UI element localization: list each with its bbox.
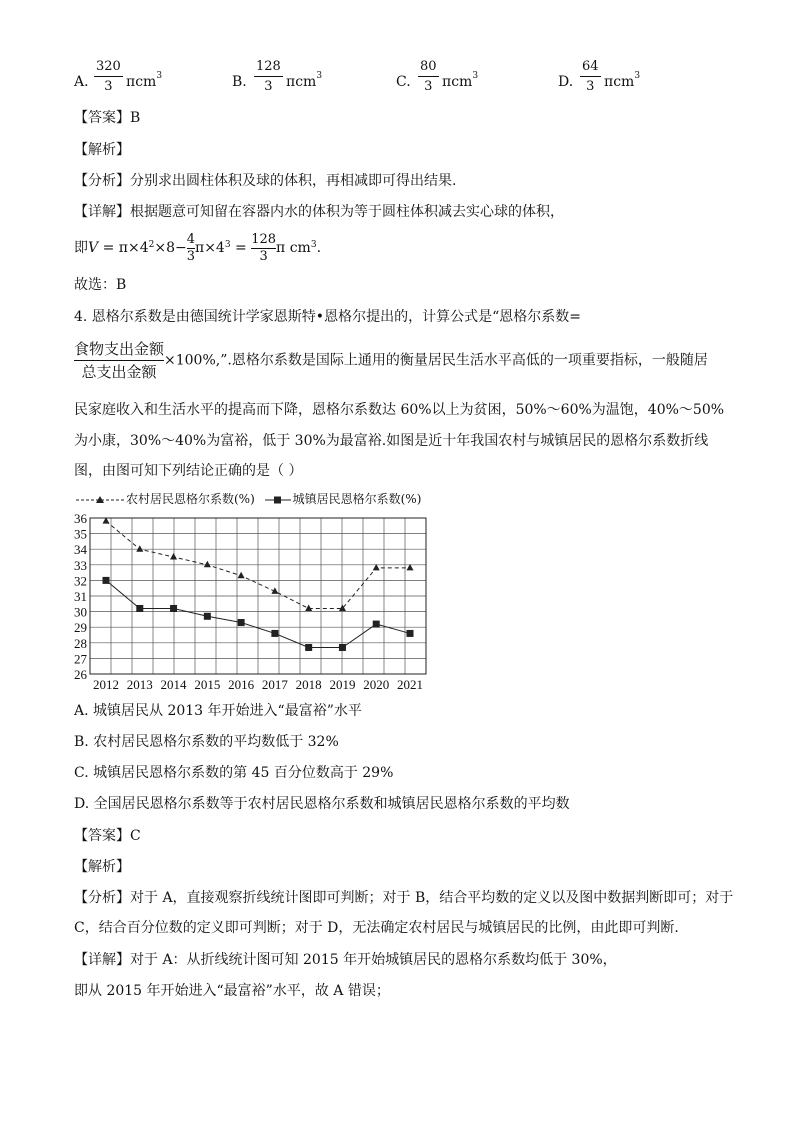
q3-detail: 【详解】根据题意可知留在容器内水的体积为等于圆柱体积减去实心球的体积， [74,204,564,220]
q3-choose: 故选：B [74,277,127,293]
option-c-fraction: 80 3 [420,59,437,94]
x-tick-label: 2017 [261,677,288,692]
y-tick-label: 35 [74,526,87,542]
rural-data-point [238,572,245,579]
y-tick-label: 30 [74,604,87,620]
urban-data-point [271,630,278,637]
urban-data-point [103,577,110,584]
q4-line3: 为小康，30%～40%为富裕，低于 30%为最富裕.如图是近十年我国农村与城镇居民的恩格尔系数折线 [74,433,709,449]
option-a-label: A. [74,74,89,90]
y-tick-label: 33 [74,557,87,573]
urban-data-point [136,605,143,612]
y-tick-label: 29 [74,620,87,636]
urban-data-point [373,621,380,628]
q4-detail-1: 【详解】对于 A：从折线统计图可知 2015 年开始城镇居民的恩格尔系数均低于 30%， [74,952,617,968]
q4-analysis-2: C，结合百分位数的定义即可判断；对于 D，无法确定农村居民与城镇居民的比例，由此即可判断. [74,920,679,936]
y-tick-label: 31 [74,589,87,604]
option-b-fraction: 128 3 [256,59,281,94]
rural-data-point [170,553,177,560]
q4-analysis-tag: 【解析】 [74,859,130,875]
rural-data-point [136,545,143,552]
engel-chart [70,488,440,693]
x-tick-label: 2018 [295,677,322,692]
q4-option-c: C. 城镇居民恩格尔系数的第 45 百分位数高于 29% [74,765,394,781]
q4-line4: 图，由图可知下列结论正确的是（ ） [74,463,303,479]
x-tick-label: 2016 [228,677,255,692]
rural-data-point [305,604,312,611]
urban-data-point [339,644,346,651]
q4-option-d: D. 全国居民恩格尔系数等于农村居民恩格尔系数和城镇居民恩格尔系数的平均数 [74,796,570,812]
y-tick-label: 34 [74,542,87,558]
y-tick-label: 27 [74,651,87,667]
option-a-unit: πcm$^3$ [126,71,163,90]
x-tick-label: 2014 [160,677,187,692]
urban-data-point [305,644,312,651]
q3-analysis-tag: 【解析】 [74,142,130,158]
legend-rural-label: 农村居民恩格尔系数(%) [126,492,255,506]
x-tick-label: 2019 [329,677,356,692]
q4-formula-line: $\frac{\text{食物支出金额}}{\text{总支出金额}}$ ×100%,”.恩格尔系数是国际上通用的衡量居民生活水平高低的一项重要指标，一般随居 [74,340,708,381]
urban-data-point [407,630,414,637]
y-tick-label: 36 [74,511,87,526]
q4-line2: 民家庭收入和生活水平的提高而下降，恩格尔系数达 60%以上为贫困，50%～60%为温饱，40%～50% [74,402,725,418]
urban-data-point [204,613,211,620]
x-tick-label: 2013 [126,677,153,692]
q4-answer: 【答案】C [74,828,141,844]
option-d-fraction: 64 3 [582,59,599,94]
urban-data-point [238,619,245,626]
legend-urban-label: 城镇居民恩格尔系数(%) [292,492,422,506]
x-tick-label: 2021 [397,677,423,692]
q4-detail-2: 即从 2015 年开始进入“最富裕”水平，故 A 错误； [74,983,390,999]
x-tick-label: 2015 [194,677,221,692]
urban-data-point [170,605,177,612]
rural-data-point [204,561,211,568]
x-tick-label: 2012 [93,677,119,692]
engel-fraction: $\frac{\text{食物支出金额}}{\text{总支出金额}}$ [74,340,165,381]
y-tick-label: 32 [74,573,87,589]
q3-analysis-summary: 【分析】分别求出圆柱体积及球的体积，再相减即可得出结果. [74,173,457,189]
q3-answer: 【答案】B [74,110,141,126]
q4-analysis-1: 【分析】对于 A，直接观察折线统计图即可判断；对于 B，结合平均数的定义以及图中数据判断即可；对于 [74,890,734,906]
y-tick-label: 26 [74,667,87,682]
q4-intro: 4. 恩格尔系数是由德国统计学家恩斯特•恩格尔提出的，计算公式是“恩格尔系数= [74,309,581,325]
x-tick-label: 2020 [363,677,390,692]
q4-option-b: B. 农村居民恩格尔系数的平均数低于 32% [74,734,339,750]
q4-option-a: A. 城镇居民从 2013 年开始进入“最富裕”水平 [74,703,362,719]
y-tick-label: 28 [74,635,87,651]
q3-formula: 即$V = \pi\times 4^2\times 8-$ $\frac{4}{3}$ $\pi\times 4^3$ = $\frac{128}{3}$ π $cm^3$. [74,231,322,264]
option-a-fraction: 320 3 [96,59,121,94]
